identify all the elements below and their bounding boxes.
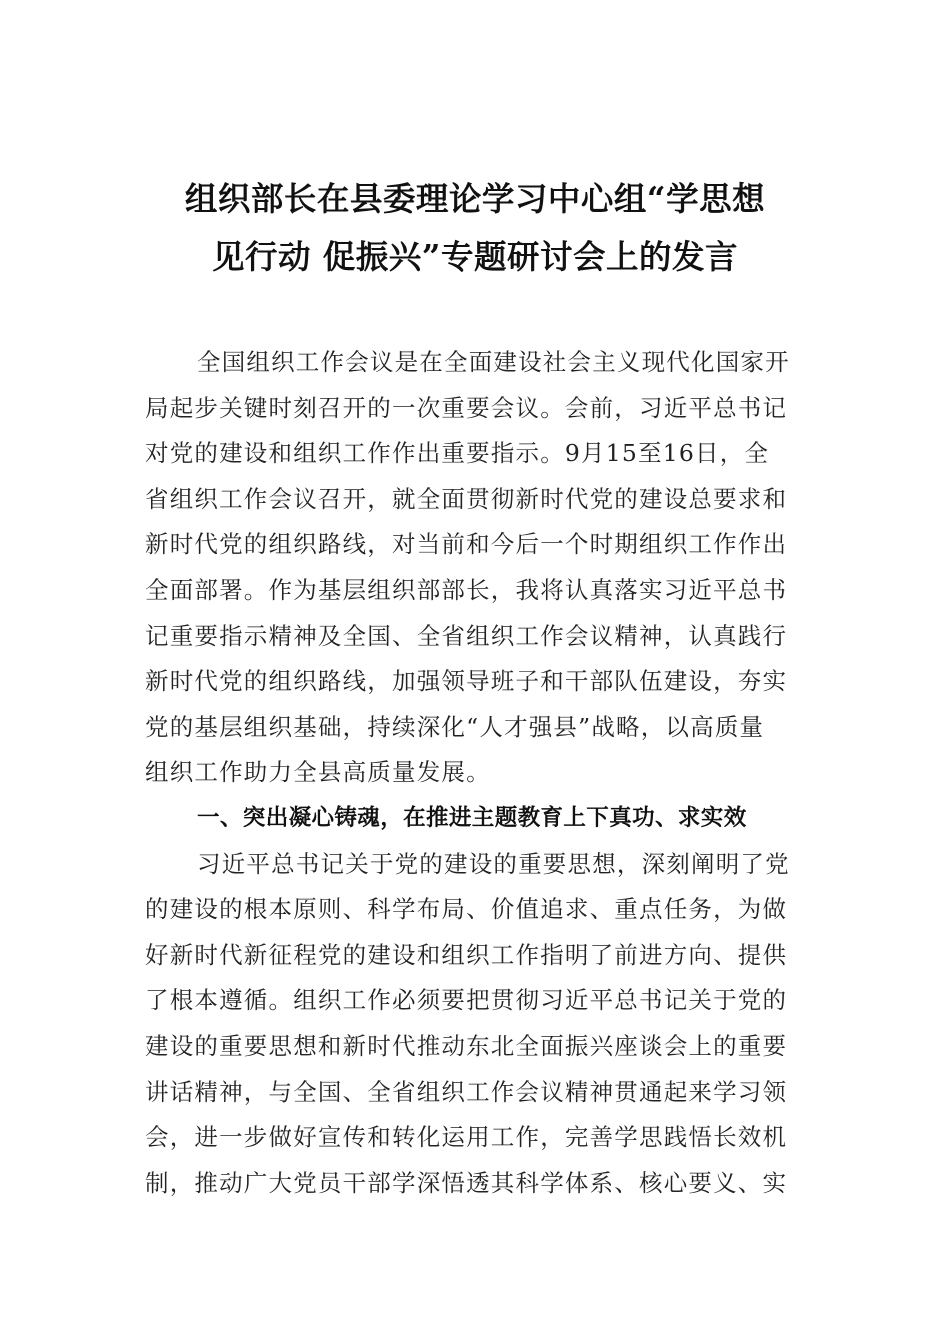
paragraph-line: 的建设的根本原则、科学布局、价值追求、重点任务，为做 bbox=[145, 895, 788, 924]
paragraph-line: 全国组织工作会议是在全面建设社会主义现代化国家开 bbox=[197, 348, 790, 376]
title-line: 组织部长在县委理论学习中心组“学思想 bbox=[184, 179, 766, 218]
paragraph-line: 新时代党的组织路线，加强领导班子和干部队伍建设，夯实 bbox=[145, 667, 788, 696]
section-heading: 一、突出凝心铸魂，在推进主题教育上下真功、求实效 bbox=[197, 804, 747, 831]
paragraph-line: 讲话精神，与全国、全省组织工作会议精神贯通起来学习领 bbox=[145, 1077, 788, 1106]
paragraph-line: 组织工作助力全县高质量发展。 bbox=[145, 758, 491, 787]
paragraph-line: 会，进一步做好宣传和转化运用工作，完善学思践悟长效机 bbox=[145, 1123, 788, 1152]
paragraph-line: 记重要指示精神及全国、全省组织工作会议精神，认真践行 bbox=[145, 621, 788, 650]
title-line: 见行动 促振兴”专题研讨会上的发言 bbox=[211, 237, 738, 276]
paragraph-line: 好新时代新征程党的建设和组织工作指明了前进方向、提供 bbox=[145, 940, 788, 969]
paragraph-line: 建设的重要思想和新时代推动东北全面振兴座谈会上的重要 bbox=[145, 1031, 788, 1060]
paragraph-line: 对党的建设和组织工作作出重要指示。9月15至16日，全 bbox=[145, 439, 770, 468]
paragraph-line: 党的基层组织基础，持续深化“人才强县”战略，以高质量 bbox=[145, 712, 765, 741]
paragraph-line: 全面部署。作为基层组织部部长，我将认真落实习近平总书 bbox=[145, 575, 788, 604]
paragraph-line: 了根本遵循。组织工作必须要把贯彻习近平总书记关于党的 bbox=[145, 986, 788, 1015]
paragraph-line: 局起步关键时刻召开的一次重要会议。会前，习近平总书记 bbox=[145, 393, 788, 422]
paragraph-line: 新时代党的组织路线，对当前和今后一个时期组织工作作出 bbox=[145, 530, 788, 559]
paragraph-line: 习近平总书记关于党的建设的重要思想，深刻阐明了党 bbox=[197, 849, 790, 878]
document-title bbox=[145, 170, 805, 286]
document-body bbox=[145, 340, 810, 1206]
paragraph-line: 省组织工作会议召开，就全面贯彻新时代党的建设总要求和 bbox=[145, 484, 788, 513]
paragraph-line: 制，推动广大党员干部学深悟透其科学体系、核心要义、实 bbox=[145, 1168, 788, 1197]
